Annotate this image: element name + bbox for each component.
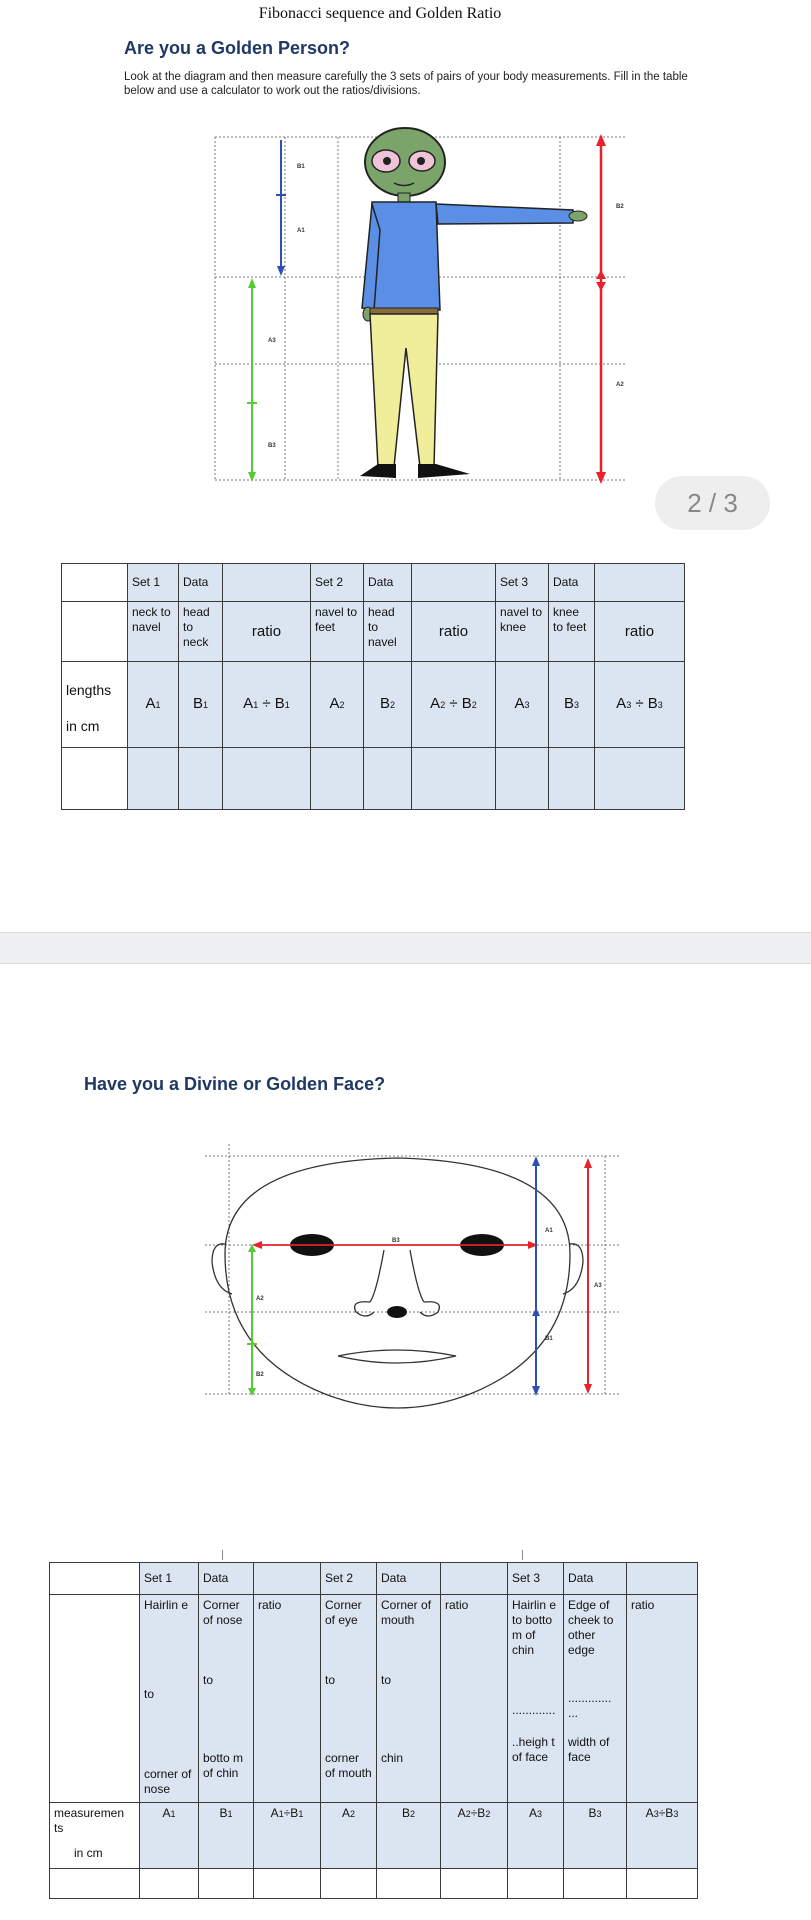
corner-cell — [62, 564, 128, 602]
face-symbol-a3-div-b3: A3÷B3 — [627, 1803, 698, 1869]
symbol-a1-div-b1: A1 ÷ B1 — [223, 662, 311, 748]
face-label-b2: B2 — [256, 1372, 264, 1378]
label-a3: A3 — [268, 338, 276, 344]
face-set2-data-label: Data — [377, 1563, 441, 1595]
symbol-a3-div-b3: A3 ÷ B3 — [595, 662, 685, 748]
face-symbol-b1: B1 — [199, 1803, 254, 1869]
face-outline — [212, 1158, 583, 1408]
face-label-b3: B3 — [392, 1238, 400, 1244]
symbol-a3: A3 — [496, 662, 549, 748]
input-cell-a1[interactable] — [128, 748, 179, 810]
face-label-a1: A1 — [545, 1228, 553, 1234]
measurements-row-label: measuremen ts in cm — [50, 1803, 140, 1869]
face-input-b2[interactable] — [377, 1869, 441, 1899]
face-set1-label: Set 1 — [140, 1563, 199, 1595]
input-cell-a3[interactable] — [496, 748, 549, 810]
desc-hairline-to-nose: Hairlin e to corner of nose — [140, 1595, 199, 1803]
face-input-a3[interactable] — [508, 1869, 564, 1899]
desc-neck-to-navel: neck to navel — [128, 602, 179, 662]
desc-nose-to-chin: Corner of nose to botto m of chin — [199, 1595, 254, 1803]
input-cell-a2[interactable] — [311, 748, 364, 810]
face-set2-label: Set 2 — [321, 1563, 377, 1595]
face-ratio-header-2: ratio — [441, 1595, 508, 1803]
ratio-header-3: ratio — [595, 602, 685, 662]
face-label-a3: A3 — [594, 1283, 602, 1289]
face-input-a1[interactable] — [140, 1869, 199, 1899]
label-b1: B1 — [297, 164, 305, 170]
red-measure-arrow — [596, 134, 606, 484]
label-a2: A2 — [616, 382, 624, 388]
face-input-ratio2[interactable] — [441, 1869, 508, 1899]
face-label-b1: B1 — [545, 1336, 553, 1342]
page-divider — [0, 932, 811, 964]
desc-mouth-to-chin: Corner of mouth to chin — [377, 1595, 441, 1803]
document-page-1 — [0, 0, 811, 932]
document-page-2 — [0, 964, 811, 1920]
input-cell-b1[interactable] — [179, 748, 223, 810]
desc-navel-to-feet: navel to feet — [311, 602, 364, 662]
input-cell-ratio2[interactable] — [412, 748, 496, 810]
face-symbol-a3: A3 — [508, 1803, 564, 1869]
face-label-a2: A2 — [256, 1296, 264, 1302]
label-b3: B3 — [268, 443, 276, 449]
set2-data-label: Data — [364, 564, 412, 602]
lengths-row-label: lengths in cm — [62, 662, 128, 748]
face-input-ratio1[interactable] — [254, 1869, 321, 1899]
symbol-b3: B3 — [549, 662, 595, 748]
body-measurements-table — [61, 563, 685, 810]
document-title: Fibonacci sequence and Golden Ratio — [258, 5, 502, 22]
desc-head-to-neck: head to neck — [179, 602, 223, 662]
input-cell-ratio3[interactable] — [595, 748, 685, 810]
face-symbol-a1-div-b1: A1÷B1 — [254, 1803, 321, 1869]
input-cell-ratio1[interactable] — [223, 748, 311, 810]
body-proportion-diagram — [0, 120, 811, 500]
face-set1-data-label: Data — [199, 1563, 254, 1595]
symbol-a2: A2 — [311, 662, 364, 748]
set1-label: Set 1 — [128, 564, 179, 602]
page-indicator: 2 / 3 — [655, 476, 770, 530]
face-set3-data-label: Data — [564, 1563, 627, 1595]
desc-head-to-navel: head to navel — [364, 602, 412, 662]
ratio-header-2: ratio — [412, 602, 496, 662]
input-cell-b3[interactable] — [549, 748, 595, 810]
face-proportion-diagram — [0, 1144, 811, 1444]
face-symbol-a2-div-b2: A2÷B2 — [441, 1803, 508, 1869]
red-face-arrow — [584, 1158, 592, 1394]
desc-navel-to-knee: navel to knee — [496, 602, 549, 662]
instructions-text: Look at the diagram and then measure carefully the 3 sets of pairs of your body measurements. Fill in the table below and use a calculator to work out the ratios/divisions. — [124, 71, 688, 97]
symbol-b1: B1 — [179, 662, 223, 748]
face-symbol-a1: A1 — [140, 1803, 199, 1869]
set3-data-label: Data — [549, 564, 595, 602]
desc-face-width: Edge of cheek to other edge ............. ... width of face — [564, 1595, 627, 1803]
set2-label: Set 2 — [311, 564, 364, 602]
label-b2: B2 — [616, 204, 624, 210]
face-input-b3[interactable] — [564, 1869, 627, 1899]
face-input-b1[interactable] — [199, 1869, 254, 1899]
golden-face-heading: Have you a Divine or Golden Face? — [84, 1074, 386, 1094]
cartoon-figure — [360, 128, 587, 478]
desc-knee-to-feet: knee to feet — [549, 602, 595, 662]
face-symbol-a2: A2 — [321, 1803, 377, 1869]
label-a1: A1 — [297, 228, 305, 234]
face-measurements-table — [49, 1562, 698, 1899]
desc-eye-to-mouth: Corner of eye to corner of mouth — [321, 1595, 377, 1803]
set3-label: Set 3 — [496, 564, 549, 602]
face-input-ratio3[interactable] — [627, 1869, 698, 1899]
symbol-a2-div-b2: A2 ÷ B2 — [412, 662, 496, 748]
ratio-header-1: ratio — [223, 602, 311, 662]
symbol-a1: A1 — [128, 662, 179, 748]
green-measure-arrow — [247, 278, 257, 482]
golden-person-heading: Are you a Golden Person? — [124, 38, 351, 58]
face-input-a2[interactable] — [321, 1869, 377, 1899]
set1-data-label: Data — [179, 564, 223, 602]
blue-measure-arrow — [276, 140, 286, 276]
face-symbol-b2: B2 — [377, 1803, 441, 1869]
face-ratio-header-1: ratio — [254, 1595, 321, 1803]
face-ratio-header-3: ratio — [627, 1595, 698, 1803]
input-cell-b2[interactable] — [364, 748, 412, 810]
face-set3-label: Set 3 — [508, 1563, 564, 1595]
face-symbol-b3: B3 — [564, 1803, 627, 1869]
symbol-b2: B2 — [364, 662, 412, 748]
desc-face-height: Hairlin e to botto m of chin ............. ..heigh t of face — [508, 1595, 564, 1803]
